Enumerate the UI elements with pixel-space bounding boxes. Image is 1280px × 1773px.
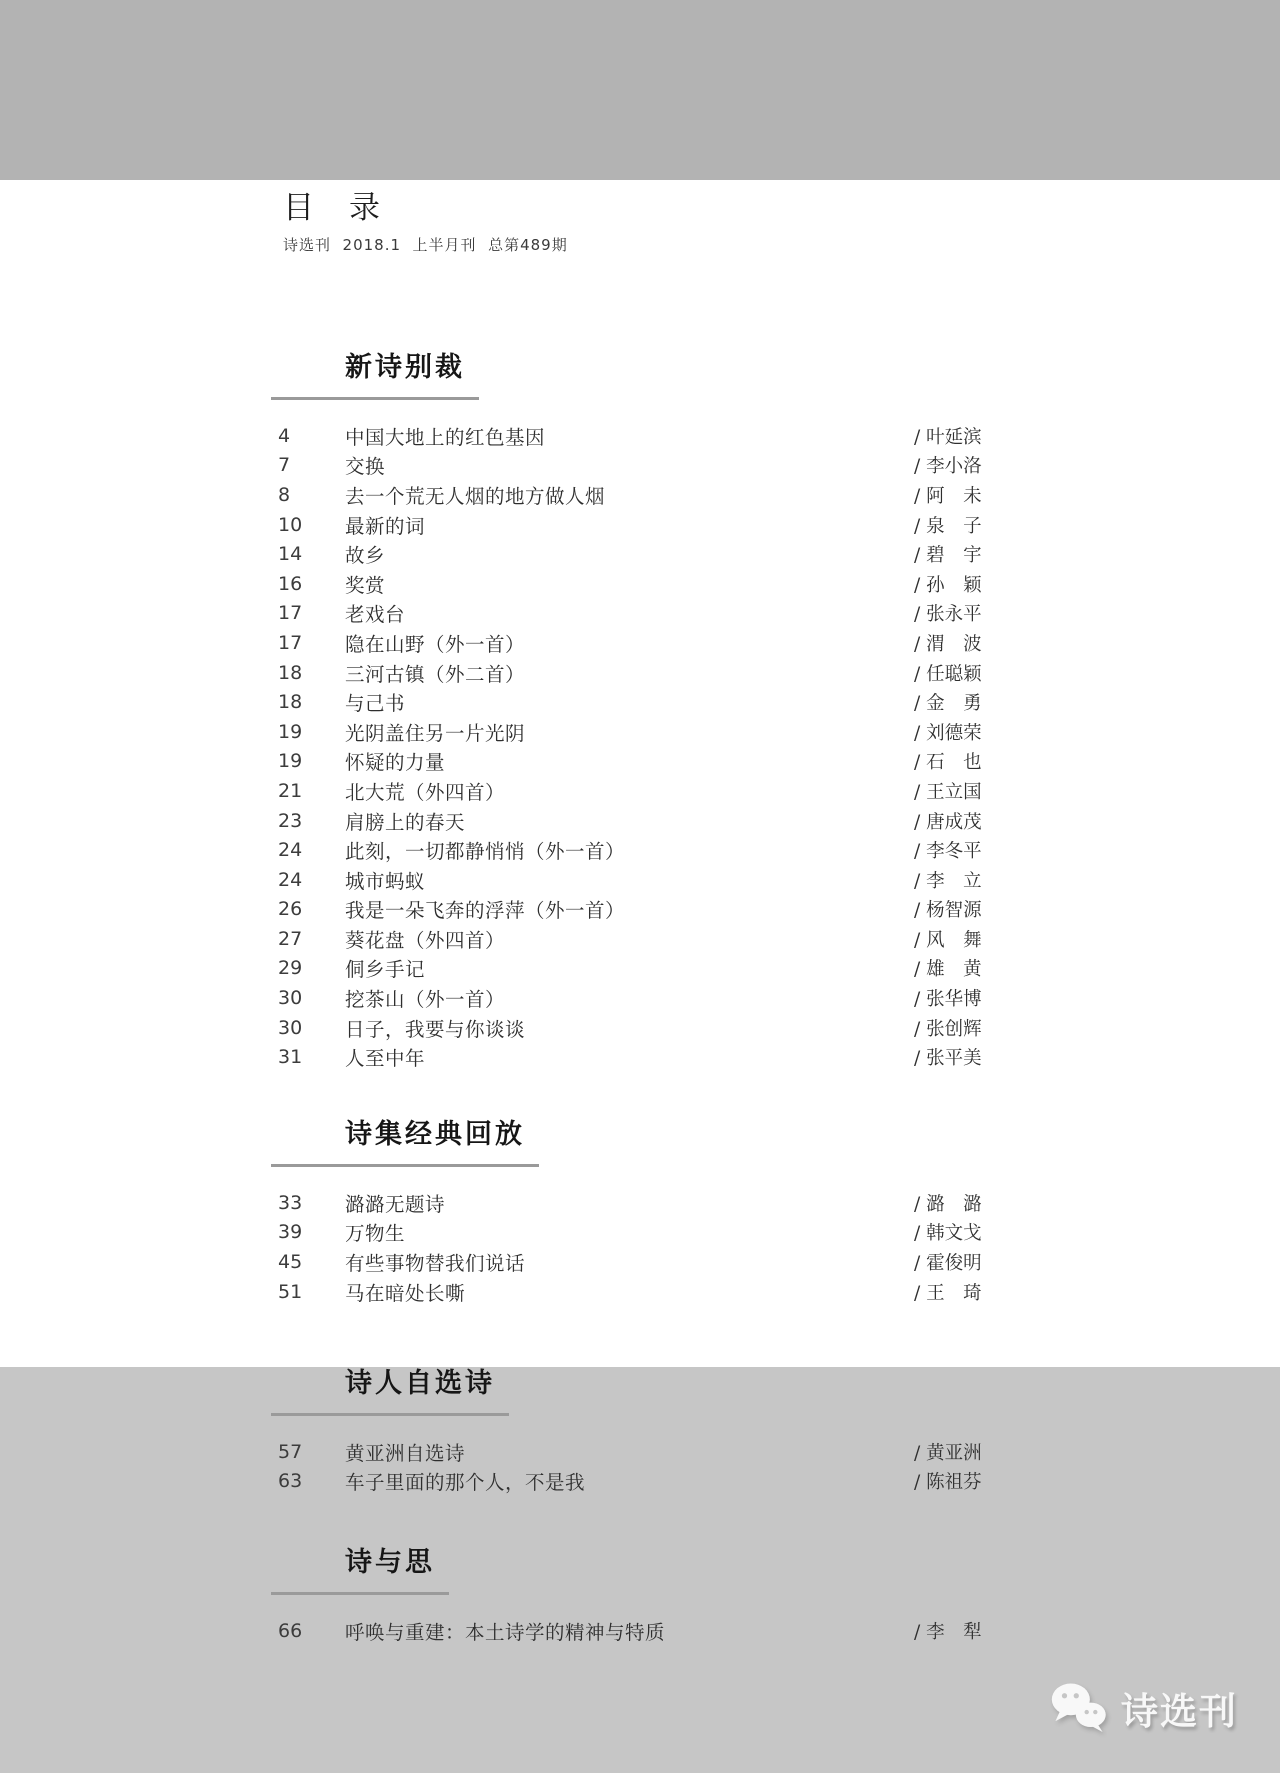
entry-author: / 碧 宇: [914, 545, 982, 567]
entry-title: 潞潞无题诗: [345, 1192, 446, 1216]
entry-page-number: 23: [278, 809, 303, 832]
entry-title: 三河古镇（外二首）: [345, 662, 526, 686]
toc-entry: [0, 747, 1280, 777]
entry-author: / 李小洛: [914, 456, 982, 478]
entry-page-number: 27: [278, 927, 303, 950]
toc-section: [0, 1118, 1280, 1306]
toc-entry: [0, 687, 1280, 717]
toc-entry: [0, 628, 1280, 658]
toc-entry: [0, 569, 1280, 599]
entry-page-number: 31: [278, 1046, 303, 1069]
entry-title: 光阴盖住另一片光阴: [345, 721, 526, 745]
entry-title: 故乡: [345, 544, 386, 568]
toc-entry: [0, 451, 1280, 481]
toc-entry: [0, 1616, 1280, 1646]
entry-author: / 雄 黄: [914, 959, 982, 981]
toc-entry: [0, 658, 1280, 688]
section-rows: [0, 421, 1280, 1072]
page-subtitle: 诗选刊 2018.1 上半月刊 总第489期: [283, 236, 568, 254]
entry-author: / 王立国: [914, 781, 982, 803]
toc-entry: [0, 924, 1280, 954]
section-heading-rule: [271, 351, 479, 400]
page-content: [0, 180, 1280, 1343]
entry-author: / 霍俊明: [914, 1253, 982, 1275]
entry-author: / 泉 子: [914, 515, 982, 537]
entry-page-number: 4: [278, 424, 291, 447]
entry-title: 城市蚂蚁: [345, 869, 426, 893]
toc-entry: [0, 1188, 1280, 1218]
entry-title: 万物生: [345, 1222, 406, 1246]
toc-entry: [0, 1467, 1280, 1497]
entry-page-number: 57: [278, 1440, 303, 1463]
entry-page-number: 10: [278, 513, 303, 536]
entry-title: 隐在山野（外一首）: [345, 632, 526, 656]
entry-author: / 张华博: [914, 989, 982, 1011]
entry-page-number: 30: [278, 987, 303, 1010]
toc-entry: [0, 1042, 1280, 1072]
entry-author: / 阿 未: [914, 485, 982, 507]
entry-title: 最新的词: [345, 514, 426, 538]
entry-page-number: 17: [278, 631, 303, 654]
entry-title: 怀疑的力量: [345, 751, 446, 775]
toc-entry: [0, 421, 1280, 451]
entry-title: 北大荒（外四首）: [345, 780, 506, 804]
section-heading-rule: [271, 1367, 509, 1416]
toc-entry: [0, 1218, 1280, 1248]
toc-entry: [0, 954, 1280, 984]
entry-author: / 任聪颖: [914, 663, 982, 685]
toc-entry: [0, 1013, 1280, 1043]
entry-page-number: 19: [278, 720, 303, 743]
entry-author: / 金 勇: [914, 693, 982, 715]
entry-author: / 刘德荣: [914, 722, 982, 744]
bottom-gray-band: [0, 1367, 1280, 1773]
entry-page-number: 26: [278, 898, 303, 921]
entry-author: / 李 犁: [914, 1621, 982, 1643]
section-rows: [0, 1616, 1280, 1646]
entry-author: / 叶延滨: [914, 426, 982, 448]
section-heading: 新诗别裁: [345, 352, 465, 383]
toc-entry: [0, 599, 1280, 629]
entry-title: 与己书: [345, 692, 406, 716]
entry-title: 挖茶山（外一首）: [345, 988, 506, 1012]
entry-title: 奖赏: [345, 573, 386, 597]
toc-section: [0, 1367, 1280, 1496]
entry-author: / 孙 颖: [914, 574, 982, 596]
entry-page-number: 16: [278, 572, 303, 595]
entry-author: / 李冬平: [914, 841, 982, 863]
entry-title: 人至中年: [345, 1047, 426, 1071]
entry-page-number: 39: [278, 1221, 303, 1244]
entry-title: 中国大地上的红色基因: [345, 425, 546, 449]
entry-author: / 渭 波: [914, 633, 982, 655]
entry-page-number: 14: [278, 543, 303, 566]
entry-author: / 张平美: [914, 1048, 982, 1070]
entry-author: / 张创辉: [914, 1018, 982, 1040]
section-heading-rule: [271, 1546, 449, 1595]
entry-author: / 潞 潞: [914, 1193, 982, 1215]
entry-title: 马在暗处长嘶: [345, 1281, 466, 1305]
entry-title: 我是一朵飞奔的浮萍（外一首）: [345, 899, 626, 923]
entry-title: 去一个荒无人烟的地方做人烟: [345, 484, 606, 508]
entry-page-number: 17: [278, 602, 303, 625]
toc-entry: [0, 983, 1280, 1013]
wechat-label: 诗选刊: [1121, 1690, 1238, 1733]
toc-entry: [0, 717, 1280, 747]
entry-title: 呼唤与重建：本土诗学的精神与特质: [345, 1620, 666, 1644]
entry-page-number: 24: [278, 839, 303, 862]
toc-entry: [0, 510, 1280, 540]
entry-page-number: 21: [278, 779, 303, 802]
toc-entry: [0, 480, 1280, 510]
entry-page-number: 19: [278, 750, 303, 773]
entry-page-number: 7: [278, 454, 291, 477]
section-heading: 诗集经典回放: [345, 1119, 525, 1151]
section-rows: [0, 1437, 1280, 1496]
entry-author: / 杨智源: [914, 900, 982, 922]
page-title: 目 录: [283, 190, 382, 226]
entry-page-number: 24: [278, 868, 303, 891]
section-heading: 诗与思: [345, 1547, 435, 1579]
entry-author: / 唐成茂: [914, 811, 982, 833]
entry-page-number: 8: [278, 483, 291, 506]
section-heading-rule: [271, 1118, 539, 1167]
toc-section: [0, 1546, 1280, 1646]
entry-title: 肩膀上的春天: [345, 810, 466, 834]
entry-title: 侗乡手记: [345, 958, 426, 982]
entry-title: 日子，我要与你谈谈: [345, 1017, 526, 1041]
toc-section: [0, 351, 1280, 1072]
top-gray-band: [0, 0, 1280, 180]
entry-page-number: 51: [278, 1280, 303, 1303]
entry-title: 黄亚洲自选诗: [345, 1441, 466, 1465]
entry-author: / 张永平: [914, 604, 982, 626]
toc-entry: [0, 895, 1280, 925]
entry-author: / 石 也: [914, 752, 982, 774]
entry-title: 交换: [345, 455, 386, 479]
wechat-badge: [1050, 1681, 1238, 1735]
toc-entry: [0, 539, 1280, 569]
entry-page-number: 18: [278, 691, 303, 714]
toc-entry: [0, 1277, 1280, 1307]
entry-page-number: 45: [278, 1251, 303, 1274]
entry-author: / 王 琦: [914, 1282, 982, 1304]
toc-entry: [0, 1437, 1280, 1467]
entry-page-number: 63: [278, 1470, 303, 1493]
entry-title: 车子里面的那个人，不是我: [345, 1471, 586, 1495]
toc-entry: [0, 776, 1280, 806]
entry-author: / 韩文戈: [914, 1223, 982, 1245]
wechat-icon: [1050, 1682, 1108, 1734]
entry-page-number: 66: [278, 1619, 303, 1642]
entry-title: 此刻，一切都静悄悄（外一首）: [345, 840, 626, 864]
entry-title: 有些事物替我们说话: [345, 1252, 526, 1276]
entry-page-number: 33: [278, 1191, 303, 1214]
entry-title: 老戏台: [345, 603, 406, 627]
section-heading: 诗人自选诗: [345, 1368, 495, 1399]
entry-author: / 李 立: [914, 870, 982, 892]
entry-title: 葵花盘（外四首）: [345, 928, 506, 952]
entry-author: / 陈祖芬: [914, 1472, 982, 1494]
white-sections-container: [0, 351, 1280, 1306]
section-rows: [0, 1188, 1280, 1306]
toc-entry: [0, 835, 1280, 865]
toc-entry: [0, 806, 1280, 836]
toc-entry: [0, 865, 1280, 895]
toc-header: [0, 188, 1280, 255]
entry-author: / 风 舞: [914, 929, 982, 951]
entry-page-number: 30: [278, 1016, 303, 1039]
entry-page-number: 18: [278, 661, 303, 684]
entry-author: / 黄亚洲: [914, 1442, 982, 1464]
entry-page-number: 29: [278, 957, 303, 980]
toc-entry: [0, 1247, 1280, 1277]
gray-sections-container: [0, 1367, 1280, 1646]
